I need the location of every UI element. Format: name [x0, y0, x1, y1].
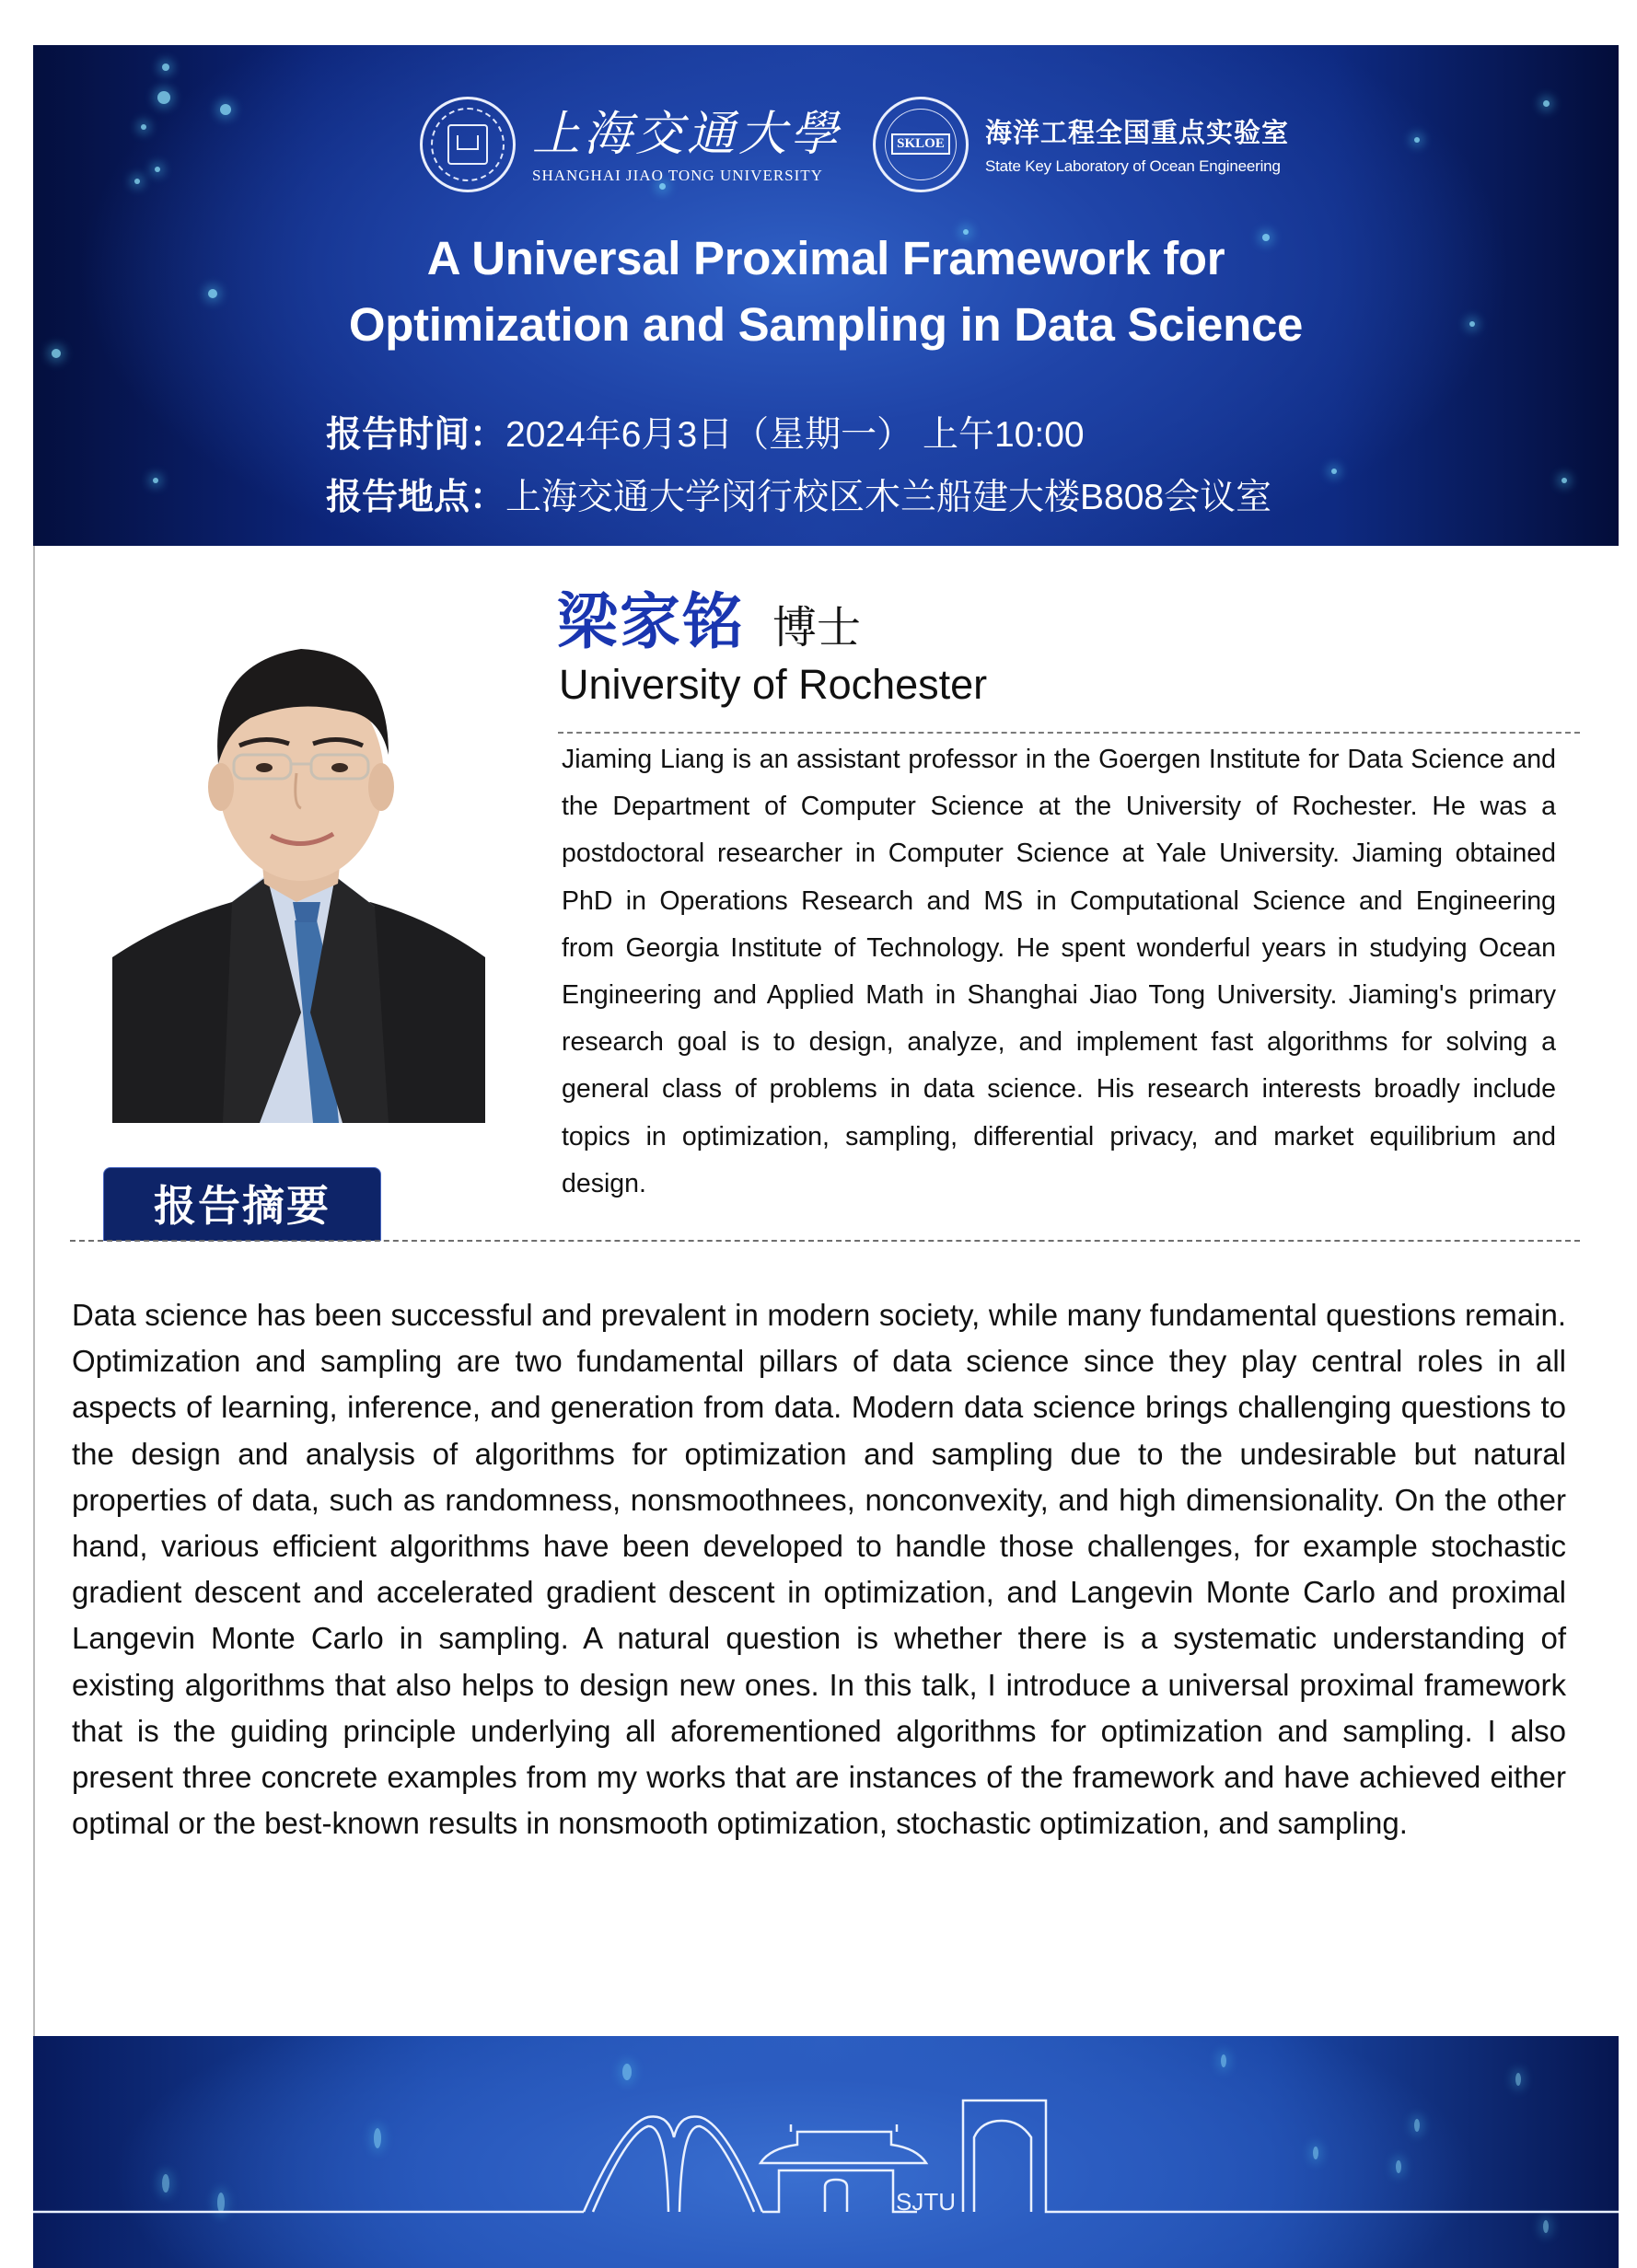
speaker-bio: Jiaming Liang is an assistant professor in the Goergen Institute for Data Science and the Department of Computer Science at the University of Rochester. He was a postdoctoral researcher in Computer Science at Yale University. Jiaming obtained PhD in Operations Research and MS in Computational Science and Engineering from Georgia Institute of Technology. He spent wonderful years in studying Ocean Engineering and Applied Math in Shanghai Jiao Tong University. Jiaming's primary research goal is to design, analyze, and implement fast algorithms for solving a general class of problems in data science. His research interests broadly include topics in optimization, sampling, differential privacy, and market equilibrium and design. [562, 745, 1556, 1198]
star-dot [1562, 478, 1567, 483]
university-name-cn: 上海交通大學 [532, 106, 842, 162]
star-dot [1414, 137, 1420, 143]
talk-title-line2: Optimization and Sampling in Data Science [348, 298, 1304, 351]
star-dot [155, 167, 160, 172]
time-label: 报告时间： [326, 415, 506, 455]
place-value: 上海交通大学闵行校区木兰船建大楼B808会议室 [505, 478, 1272, 517]
talk-time [326, 404, 1271, 467]
logo-row [420, 91, 1289, 197]
talk-title-line1: A Universal Proximal Framework for [426, 232, 1225, 284]
lab-name-cn: 海洋工程全国重点实验室 [985, 119, 1290, 148]
skyline-label: SJTU [896, 2188, 956, 2216]
header-banner [33, 45, 1619, 546]
talk-meta [326, 404, 1271, 529]
abstract-text: Data science has been successful and prevalent in modern society, while many fundamental questions remain. Optimization and sampling are two fundamental pillars of data science since they play central roles in all aspects of learning, inference, and generation from data. Modern data science brings challenging questions to the design and analysis of algorithms for optimization and sampling due to the undesirable but natural properties of data, such as randomness, nonsmoothnees, nonconvexity, and high dimensionality. On the other hand, various efficient algorithms have been developed to handle those challenges, for example stochastic gradient descent and accelerated gradient descent in optimization, and Langevin Monte Carlo and proximal Langevin Monte Carlo in sampling. A natural question is whether there is a systematic understanding of existing algorithms that also helps to design new ones. In this talk, I introduce a universal proximal framework that is the guiding principle underlying all aforementioned algorithms for optimization and sampling. I also present three concrete examples from my works that are instances of the framework and have achieved either optimal or the best-known results in nonsmooth optimization, stochastic optimization, and sampling. [72, 1298, 1566, 1841]
talk-title [33, 226, 1619, 358]
speaker-name: 梁家铭 [557, 587, 745, 655]
footer-banner [33, 2036, 1619, 2268]
university-name-en: SHANGHAI JIAO TONG UNIVERSITY [532, 166, 823, 184]
time-value: 2024年6月3日（星期一） 上午10:00 [505, 415, 1085, 455]
speaker-name-row [557, 573, 861, 660]
talk-place [326, 467, 1271, 529]
divider-dashed [70, 1240, 1580, 1242]
star-dot [220, 104, 231, 115]
skloe-seal-icon [873, 97, 969, 192]
portrait-image [112, 626, 485, 1123]
skloe-abbr: SKLOE [891, 133, 950, 155]
star-dot [153, 478, 158, 483]
star-dot [162, 64, 169, 71]
sjtu-wordmark [532, 104, 842, 185]
lab-name-en: State Key Laboratory of Ocean Engineering [985, 157, 1281, 175]
star-dot [157, 91, 170, 104]
speaker-affiliation: University of Rochester [559, 661, 988, 708]
sjtu-seal-icon [420, 97, 516, 192]
abstract-heading-badge: 报告摘要 [103, 1167, 381, 1241]
star-dot [1331, 469, 1337, 474]
lab-wordmark [985, 112, 1289, 176]
star-dot [1543, 100, 1550, 107]
speaker-honorific: 博士 [772, 604, 862, 653]
speaker-photo [112, 626, 485, 1123]
star-dot [141, 124, 146, 130]
star-dot [134, 179, 140, 184]
place-label: 报告地点： [326, 478, 506, 517]
divider-dashed [558, 732, 1580, 734]
campus-skyline-icon [33, 2036, 1619, 2268]
